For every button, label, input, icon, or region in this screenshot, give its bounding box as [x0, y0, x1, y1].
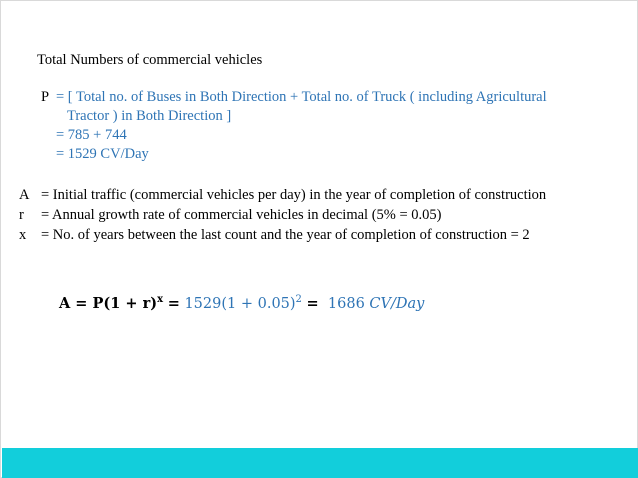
- definition-symbol-r: r: [19, 207, 24, 223]
- formula-equals-2: =: [306, 294, 319, 312]
- definition-text-a: = Initial traffic (commercial vehicles per day) in the year of completion of construction: [41, 187, 547, 203]
- definition-symbol-x: x: [19, 227, 27, 243]
- footer-bar: [2, 448, 638, 478]
- definition-symbol-a: A: [19, 187, 30, 203]
- p-line-1: = [ Total no. of Buses in Both Direction + Total no. of Truck ( including Agricultural: [56, 89, 547, 105]
- formula-result-value: 1686: [327, 295, 365, 312]
- formula-equals: =: [167, 294, 180, 312]
- formula-substitution: 1529(1 + 0.05): [184, 295, 296, 312]
- formula-lhs: A = P(1 + r): [59, 294, 158, 312]
- p-line-4: = 1529 CV/Day: [56, 146, 149, 162]
- formula-substitution-exponent: 2: [295, 294, 302, 305]
- p-line-3: = 785 + 744: [56, 127, 127, 143]
- definition-text-x: = No. of years between the last count and the year of completion of construction = 2: [41, 227, 530, 243]
- p-line-2: Tractor ) in Both Direction ]: [67, 108, 232, 124]
- formula-lhs-exponent: x: [157, 294, 164, 305]
- formula-result-unit: CV/Day: [369, 295, 425, 312]
- slide-title: Total Numbers of commercial vehicles: [37, 52, 263, 68]
- definition-text-r: = Annual growth rate of commercial vehicles in decimal (5% = 0.05): [41, 207, 442, 223]
- growth-formula: [59, 289, 424, 315]
- p-label: P: [41, 89, 50, 105]
